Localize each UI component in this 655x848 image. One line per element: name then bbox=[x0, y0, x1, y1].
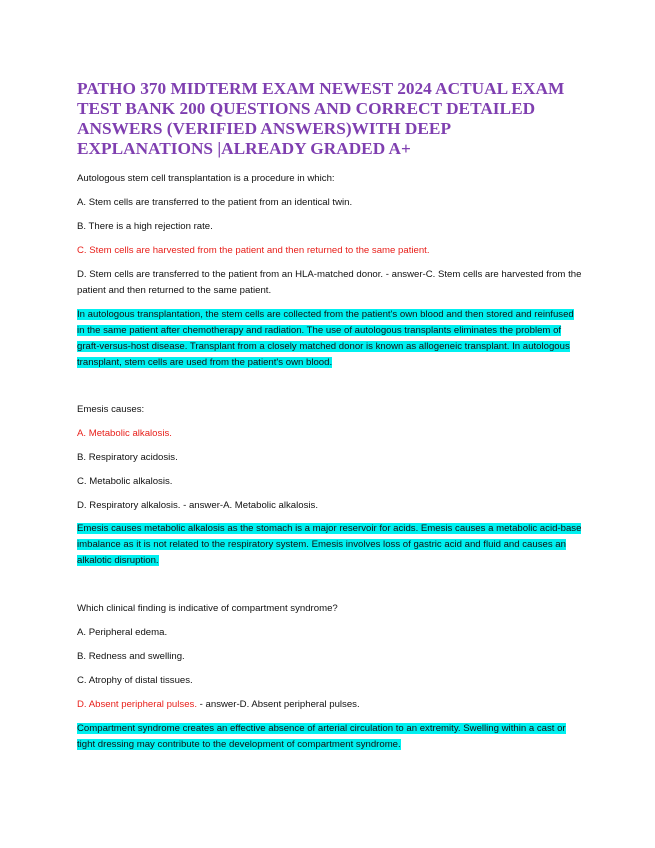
q3-explanation-text: Compartment syndrome creates an effective absence of arterial circulation to an extremity. Swelling within a cast or tight dressing may contribute to the development of compartment syndrome. bbox=[77, 723, 566, 750]
q1-explanation-text: In autologous transplantation, the stem cells are collected from the patient's own blood and then stored and reinfused in the same patient after chemotherapy and radiation. The use of autologous transplants eliminates the problem of graft-versus-host disease. Transplant from a closely matched donor is known as allogeneic transplant. In autologous transplant, stem cells are used from the patient's own blood. bbox=[77, 309, 574, 368]
q1-option-d-answer: D. Stem cells are transferred to the patient from an HLA-matched donor. - answer-C. Stem cells are harvested from the patient and then returned to the same patient. bbox=[77, 269, 582, 296]
q1-option-a: A. Stem cells are transferred to the patient from an identical twin. bbox=[77, 197, 353, 208]
q3-option-d-correct: D. Absent peripheral pulses. bbox=[77, 699, 197, 710]
q2-option-a-correct: A. Metabolic alkalosis. bbox=[77, 428, 172, 439]
q3-explanation bbox=[77, 721, 582, 753]
q3-answer: - answer-D. Absent peripheral pulses. bbox=[197, 699, 360, 710]
q3-option-c: C. Atrophy of distal tissues. bbox=[77, 675, 193, 686]
q2-option-d-answer: D. Respiratory alkalosis. - answer-A. Metabolic alkalosis. bbox=[77, 500, 318, 511]
q3-option-d-answer bbox=[77, 697, 582, 713]
q3-option-b: B. Redness and swelling. bbox=[77, 651, 185, 662]
q2-explanation-text: Emesis causes metabolic alkalosis as the stomach is a major reservoir for acids. Emesis causes a metabolic acid-base imbalance as it is not related to the respiratory system. Emesis involves loss of gastric acid and fluid and causes an alkalotic disruption. bbox=[77, 523, 582, 566]
q2-option-b: B. Respiratory acidosis. bbox=[77, 452, 178, 463]
q2-explanation bbox=[77, 521, 582, 569]
document-title: PATHO 370 MIDTERM EXAM NEWEST 2024 ACTUAL EXAM TEST BANK 200 QUESTIONS AND CORRECT DETAILED ANSWERS (VERIFIED ANSWERS)WITH DEEP EXPLANATIONS |ALREADY GRADED A+ bbox=[77, 79, 565, 158]
q3-option-a: A. Peripheral edema. bbox=[77, 627, 168, 638]
q1-question: Autologous stem cell transplantation is a procedure in which: bbox=[77, 173, 335, 184]
q2-question: Emesis causes: bbox=[77, 404, 145, 415]
q1-option-c-correct: C. Stem cells are harvested from the patient and then returned to the same patient. bbox=[77, 245, 430, 256]
q3-question: Which clinical finding is indicative of compartment syndrome? bbox=[77, 603, 338, 614]
q2-option-c: C. Metabolic alkalosis. bbox=[77, 476, 173, 487]
q1-option-b: B. There is a high rejection rate. bbox=[77, 221, 213, 232]
q1-explanation bbox=[77, 307, 582, 371]
